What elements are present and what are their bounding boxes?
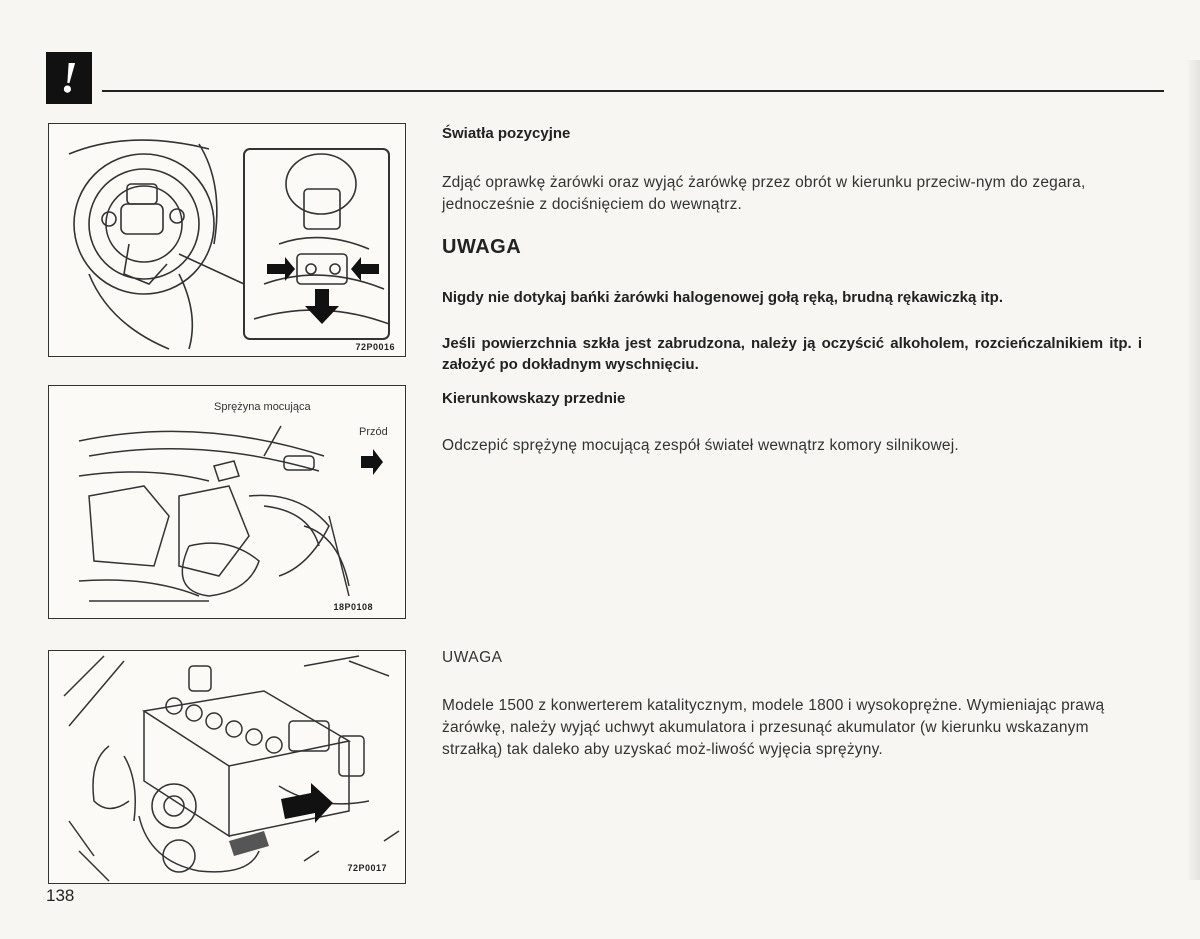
- engine-compartment-illustration: [49, 386, 405, 618]
- figure-code: 72P0017: [347, 863, 387, 873]
- figure-bulb-holder: [48, 123, 406, 357]
- position-lights-body: Zdjąć oprawkę żarówki oraz wyjąć żarówkę przez obrót w kierunku przeciw-nym do zegara, jednocześnie z dociśnięciem do wewnątrz.: [442, 174, 1086, 213]
- page-number: 138: [46, 886, 75, 905]
- label-front: Przód: [359, 426, 388, 438]
- label-spring: Sprężyna mocująca: [214, 401, 311, 413]
- battery-illustration: [49, 651, 405, 883]
- warning-line-1: Nigdy nie dotykaj bańki żarówki halogenowej gołą ręką, brudną rękawiczką itp.: [442, 289, 1003, 306]
- exclamation-icon: !: [46, 52, 92, 104]
- section-title-front-indicators: Kierunkowskazy przednie: [442, 390, 626, 407]
- warning-line-2: Jeśli powierzchnia szkła jest zabrudzona, należy ją oczyścić alkoholem, rozcieńczalnikiem itp. i założyć po dokładnym wyschnięciu.: [442, 335, 1142, 373]
- warning-title: UWAGA: [442, 236, 522, 258]
- note-title: UWAGA: [442, 649, 503, 666]
- header-rule: [102, 90, 1164, 92]
- figure-code: 72P0016: [355, 342, 395, 352]
- figure-battery: [48, 650, 406, 884]
- bulb-holder-illustration: [49, 124, 405, 356]
- figure-spring: [48, 385, 406, 619]
- note-body: Modele 1500 z konwerterem katalitycznym, modele 1800 i wysokoprężne. Wymieniając prawą żarówkę, należy wyjąć uchwyt akumulatora i przesunąć akumulator (w kierunku wskazanym strzałką) tak daleko aby uzyskać moż-liwość wyjęcia sprężyny.: [442, 697, 1105, 758]
- section-title-position-lights: Światła pozycyjne: [442, 125, 571, 142]
- front-indicators-body: Odczepić sprężynę mocującą zespół świateł wewnątrz komory silnikowej.: [442, 437, 959, 454]
- figure-code: 18P0108: [333, 602, 373, 612]
- page-edge-shadow: [1186, 60, 1200, 880]
